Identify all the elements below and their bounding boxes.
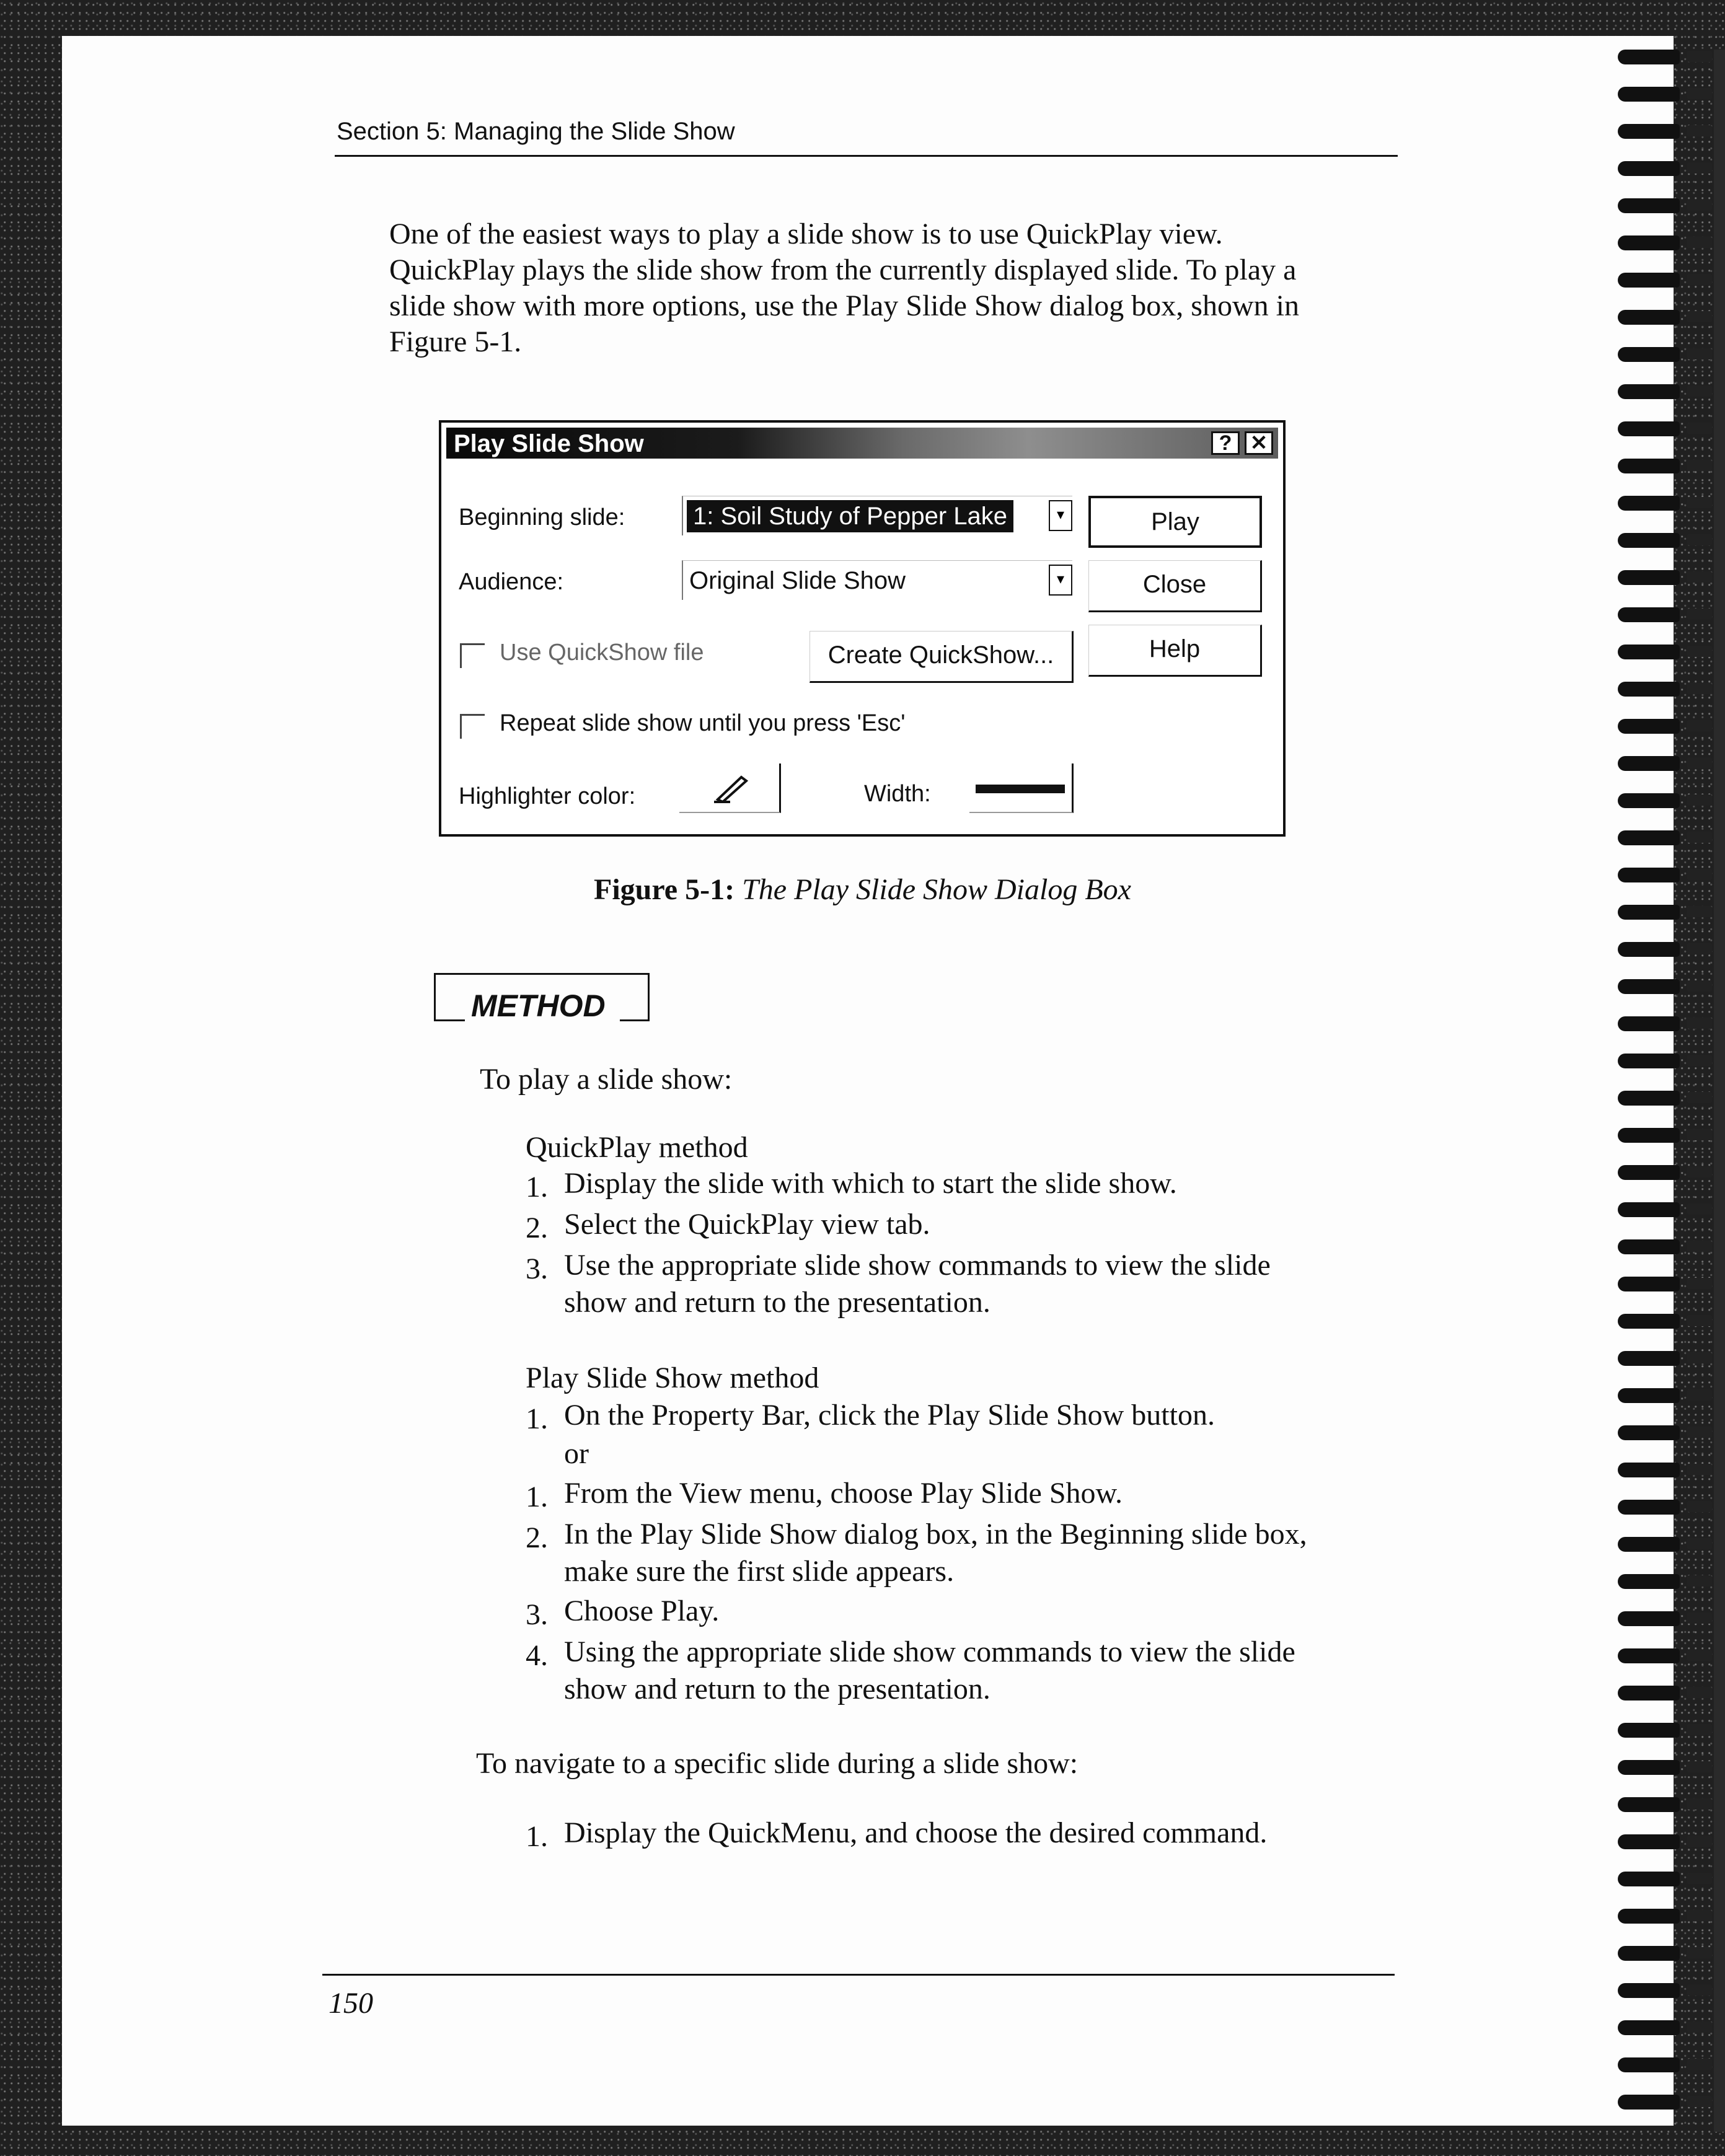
binding-hole xyxy=(1687,1389,1712,1401)
binding-hole xyxy=(1687,497,1712,508)
width-button[interactable] xyxy=(969,763,1074,813)
binding-ring xyxy=(1618,1091,1680,1106)
binding-hole xyxy=(1687,423,1712,434)
binding-hole xyxy=(1687,2096,1712,2107)
binding-loop xyxy=(1618,979,1711,1000)
use-quickshow-label: Use QuickShow file xyxy=(500,640,704,666)
audience-label: Audience: xyxy=(459,569,564,595)
header-rule xyxy=(335,155,1398,157)
binding-hole xyxy=(1687,1798,1712,1810)
binding-ring xyxy=(1618,1128,1680,1143)
binding-loop xyxy=(1618,1016,1711,1037)
binding-loop xyxy=(1618,1909,1711,1930)
binding-ring xyxy=(1618,421,1680,436)
binding-ring xyxy=(1618,1239,1680,1254)
audience-select[interactable] xyxy=(682,560,1072,600)
binding-loop xyxy=(1618,1760,1711,1781)
dialog-title: Play Slide Show xyxy=(454,430,644,457)
width-label: Width: xyxy=(864,781,931,807)
binding-hole xyxy=(1687,1427,1712,1438)
step-number: 2. xyxy=(526,1521,548,1554)
binding-ring xyxy=(1618,124,1680,139)
audience-value: Original Slide Show xyxy=(689,567,906,594)
binding-ring xyxy=(1618,273,1680,288)
binding-hole xyxy=(1687,757,1712,768)
binding-ring xyxy=(1618,570,1680,585)
binding-ring xyxy=(1618,1946,1680,1961)
binding-hole xyxy=(1687,1575,1712,1586)
binding-ring xyxy=(1618,1797,1680,1812)
binding-ring xyxy=(1618,1425,1680,1440)
binding-hole xyxy=(1687,2022,1712,2033)
binding-loop xyxy=(1618,756,1711,777)
binding-hole xyxy=(1687,1203,1712,1215)
close-icon[interactable]: ✕ xyxy=(1245,431,1273,455)
binding-loop xyxy=(1618,830,1711,851)
binding-loop xyxy=(1618,1239,1711,1261)
binding-hole xyxy=(1687,311,1712,322)
play-slide-show-dialog xyxy=(439,420,1286,837)
binding-ring xyxy=(1618,533,1680,548)
binding-hole xyxy=(1687,1873,1712,1884)
binding-loop xyxy=(1618,459,1711,480)
binding-hole xyxy=(1687,794,1712,806)
step-text: Choose Play. xyxy=(564,1595,720,1627)
binding-strip xyxy=(1714,50,1725,2132)
binding-hole xyxy=(1687,200,1712,211)
binding-ring xyxy=(1618,1909,1680,1924)
binding-loop xyxy=(1618,1537,1711,1558)
binding-hole xyxy=(1687,1278,1712,1289)
step-text: Use the appropriate slide show commands to view the slide xyxy=(564,1249,1271,1282)
binding-hole xyxy=(1687,1724,1712,1735)
footer-rule xyxy=(322,1974,1395,1976)
binding-loop xyxy=(1618,198,1711,219)
step-text: or xyxy=(564,1437,589,1470)
binding-hole xyxy=(1687,1947,1712,1958)
binding-loop xyxy=(1618,235,1711,257)
binding-ring xyxy=(1618,384,1680,399)
binding-ring xyxy=(1618,1463,1680,1477)
binding-hole xyxy=(1687,943,1712,954)
binding-loop xyxy=(1618,1277,1711,1298)
highlighter-color-button[interactable] xyxy=(679,763,781,813)
binding-ring xyxy=(1618,905,1680,920)
binding-loop xyxy=(1618,1128,1711,1149)
help-icon[interactable]: ? xyxy=(1211,431,1240,455)
binding-loop xyxy=(1618,1686,1711,1707)
binding-loop xyxy=(1618,1054,1711,1075)
binding-loop xyxy=(1618,1611,1711,1632)
binding-loop xyxy=(1618,1500,1711,1521)
binding-loop xyxy=(1618,1463,1711,1484)
binding-loop xyxy=(1618,942,1711,963)
binding-loop xyxy=(1618,273,1711,294)
binding-hole xyxy=(1687,1129,1712,1140)
binding-loop xyxy=(1618,1165,1711,1186)
navigate-intro: To navigate to a specific slide during a slide show: xyxy=(476,1747,1079,1780)
binding-ring xyxy=(1618,645,1680,659)
binding-ring xyxy=(1618,942,1680,957)
intro-line-4: Figure 5-1. xyxy=(389,325,522,358)
step-number: 2. xyxy=(526,1212,548,1244)
binding-hole xyxy=(1687,1166,1712,1177)
step-number: 1. xyxy=(526,1820,548,1853)
step-text: make sure the first slide appears. xyxy=(564,1555,955,1588)
binding-loop xyxy=(1618,50,1711,71)
step-number: 1. xyxy=(526,1481,548,1513)
binding-loop xyxy=(1618,533,1711,554)
section-header: Section 5: Managing the Slide Show xyxy=(337,118,735,145)
beginning-slide-select[interactable] xyxy=(682,496,1072,535)
step-number: 3. xyxy=(526,1598,548,1631)
binding-loop xyxy=(1618,1351,1711,1372)
binding-ring xyxy=(1618,1686,1680,1701)
step-number: 4. xyxy=(526,1639,548,1672)
chevron-down-icon[interactable]: ▾ xyxy=(1049,500,1072,531)
step-text: From the View menu, choose Play Slide Show. xyxy=(564,1477,1123,1510)
method-box-left-rule xyxy=(434,1019,465,1021)
binding-hole xyxy=(1687,2059,1712,2070)
binding-hole xyxy=(1687,1613,1712,1624)
binding-loop xyxy=(1618,2020,1711,2041)
binding-ring xyxy=(1618,198,1680,213)
create-quickshow-button[interactable]: Create QuickShow... xyxy=(810,631,1074,683)
step-number: 1. xyxy=(526,1171,548,1203)
binding-ring xyxy=(1618,793,1680,808)
figure-caption-text: The Play Slide Show Dialog Box xyxy=(742,873,1131,906)
binding-ring xyxy=(1618,1314,1680,1329)
binding-loop xyxy=(1618,1202,1711,1223)
highlighter-color-label: Highlighter color: xyxy=(459,783,636,809)
binding-ring xyxy=(1618,1723,1680,1738)
binding-loop xyxy=(1618,682,1711,703)
binding-hole xyxy=(1687,1761,1712,1772)
binding-loop xyxy=(1618,1946,1711,1967)
binding-ring xyxy=(1618,682,1680,697)
binding-hole xyxy=(1687,683,1712,694)
binding-ring xyxy=(1618,1574,1680,1589)
binding-hole xyxy=(1687,720,1712,731)
close-button[interactable]: Close xyxy=(1088,560,1262,612)
binding-loop xyxy=(1618,347,1711,368)
step-text: Using the appropriate slide show commands to view the slide xyxy=(564,1635,1295,1668)
binding-hole xyxy=(1687,1092,1712,1103)
binding-loop xyxy=(1618,1425,1711,1446)
line-width-sample xyxy=(976,785,1065,793)
binding-loop xyxy=(1618,421,1711,442)
binding-hole xyxy=(1687,1315,1712,1326)
method-heading: METHOD xyxy=(471,988,606,1023)
figure-caption xyxy=(0,873,1725,907)
binding-ring xyxy=(1618,1054,1680,1068)
binding-ring xyxy=(1618,1202,1680,1217)
binding-hole xyxy=(1687,1836,1712,1847)
binding-ring xyxy=(1618,1016,1680,1031)
binding-loop xyxy=(1618,1872,1711,1893)
binding-ring xyxy=(1618,87,1680,102)
binding-ring xyxy=(1618,1760,1680,1775)
step-text: Display the slide with which to start the slide show. xyxy=(564,1167,1177,1200)
step-text: show and return to the presentation. xyxy=(564,1286,990,1319)
quickplay-title: QuickPlay method xyxy=(526,1131,748,1164)
binding-hole xyxy=(1687,162,1712,174)
binding-ring xyxy=(1618,1872,1680,1886)
binding-hole xyxy=(1687,832,1712,843)
binding-ring xyxy=(1618,1165,1680,1180)
binding-loop xyxy=(1618,161,1711,182)
pen-icon xyxy=(712,772,749,803)
figure-caption-label: Figure 5-1: xyxy=(594,873,735,906)
binding-ring xyxy=(1618,2057,1680,2072)
binding-hole xyxy=(1687,51,1712,62)
binding-ring xyxy=(1618,50,1680,64)
dialog-titlebar xyxy=(446,428,1278,459)
binding-ring xyxy=(1618,1648,1680,1663)
binding-hole xyxy=(1687,906,1712,917)
binding-loop xyxy=(1618,1834,1711,1855)
step-text: Display the QuickMenu, and choose the desired command. xyxy=(564,1816,1268,1849)
binding-hole xyxy=(1687,385,1712,397)
binding-ring xyxy=(1618,1611,1680,1626)
binding-loop xyxy=(1618,1648,1711,1670)
binding-loop xyxy=(1618,905,1711,926)
binding-ring xyxy=(1618,1834,1680,1849)
binding-loop xyxy=(1618,1983,1711,2004)
binding-ring xyxy=(1618,2020,1680,2035)
binding-ring xyxy=(1618,2095,1680,2110)
binding-hole xyxy=(1687,1687,1712,1698)
binding-ring xyxy=(1618,979,1680,994)
playslideshow-title: Play Slide Show method xyxy=(526,1362,819,1394)
binding-loop xyxy=(1618,87,1711,108)
step-text: In the Play Slide Show dialog box, in the Beginning slide box, xyxy=(564,1518,1307,1551)
binding-loop xyxy=(1618,1314,1711,1335)
binding-loop xyxy=(1618,496,1711,517)
binding-ring xyxy=(1618,496,1680,511)
binding-ring xyxy=(1618,1351,1680,1366)
page-number: 150 xyxy=(329,1987,373,2020)
binding-hole xyxy=(1687,1910,1712,1921)
binding-loop xyxy=(1618,1723,1711,1744)
binding-loop xyxy=(1618,719,1711,740)
binding-ring xyxy=(1618,161,1680,176)
repeat-label: Repeat slide show until you press 'Esc' xyxy=(500,710,906,736)
binding-ring xyxy=(1618,756,1680,771)
intro-line-3: slide show with more options, use the Play Slide Show dialog box, shown in xyxy=(389,289,1299,322)
binding-hole xyxy=(1687,1538,1712,1549)
binding-loop xyxy=(1618,645,1711,666)
binding-hole xyxy=(1687,1055,1712,1066)
binding-hole xyxy=(1687,1650,1712,1661)
step-number: 1. xyxy=(526,1402,548,1435)
use-quickshow-checkbox[interactable] xyxy=(460,643,485,668)
intro-line-1: One of the easiest ways to play a slide show is to use QuickPlay view. xyxy=(389,218,1223,250)
binding-ring xyxy=(1618,1388,1680,1403)
step-text: Select the QuickPlay view tab. xyxy=(564,1208,930,1241)
binding-hole xyxy=(1687,609,1712,620)
binding-loop xyxy=(1618,1574,1711,1595)
binding-hole xyxy=(1687,348,1712,359)
binding-hole xyxy=(1687,980,1712,992)
binding-hole xyxy=(1687,1464,1712,1475)
binding-hole xyxy=(1687,571,1712,583)
document-page xyxy=(62,36,1674,2126)
binding-hole xyxy=(1687,274,1712,285)
spiral-binding xyxy=(1618,50,1723,2144)
binding-loop xyxy=(1618,1388,1711,1409)
binding-ring xyxy=(1618,1500,1680,1515)
step-text: On the Property Bar, click the Play Slide Show button. xyxy=(564,1399,1215,1432)
binding-ring xyxy=(1618,1277,1680,1291)
binding-loop xyxy=(1618,570,1711,591)
binding-ring xyxy=(1618,310,1680,325)
binding-hole xyxy=(1687,1984,1712,1995)
binding-hole xyxy=(1687,1501,1712,1512)
binding-ring xyxy=(1618,1983,1680,1998)
binding-loop xyxy=(1618,1091,1711,1112)
binding-loop xyxy=(1618,2095,1711,2116)
beginning-slide-label: Beginning slide: xyxy=(459,504,625,530)
repeat-checkbox[interactable] xyxy=(460,714,485,739)
binding-hole xyxy=(1687,646,1712,657)
method-box-right-rule xyxy=(620,1019,650,1021)
binding-loop xyxy=(1618,607,1711,628)
binding-ring xyxy=(1618,347,1680,362)
binding-hole xyxy=(1687,460,1712,471)
binding-hole xyxy=(1687,534,1712,545)
binding-ring xyxy=(1618,459,1680,473)
binding-loop xyxy=(1618,384,1711,405)
binding-ring xyxy=(1618,235,1680,250)
intro-line-2: QuickPlay plays the slide show from the currently displayed slide. To play a xyxy=(389,253,1297,286)
binding-hole xyxy=(1687,1241,1712,1252)
binding-hole xyxy=(1687,88,1712,99)
help-button[interactable]: Help xyxy=(1088,625,1262,677)
binding-ring xyxy=(1618,1537,1680,1552)
binding-ring xyxy=(1618,719,1680,734)
beginning-slide-value: 1: Soil Study of Pepper Lake xyxy=(687,500,1013,532)
binding-loop xyxy=(1618,1797,1711,1818)
chevron-down-icon[interactable]: ▾ xyxy=(1049,565,1072,596)
binding-loop xyxy=(1618,124,1711,145)
binding-hole xyxy=(1687,1018,1712,1029)
binding-ring xyxy=(1618,607,1680,622)
step-text: show and return to the presentation. xyxy=(564,1673,990,1705)
binding-loop xyxy=(1618,2057,1711,2079)
binding-hole xyxy=(1687,237,1712,248)
method-intro: To play a slide show: xyxy=(480,1063,733,1096)
play-button[interactable]: Play xyxy=(1088,496,1262,548)
binding-loop xyxy=(1618,310,1711,331)
binding-loop xyxy=(1618,793,1711,814)
binding-hole xyxy=(1687,1352,1712,1363)
binding-ring xyxy=(1618,830,1680,845)
step-number: 3. xyxy=(526,1252,548,1285)
binding-hole xyxy=(1687,125,1712,136)
